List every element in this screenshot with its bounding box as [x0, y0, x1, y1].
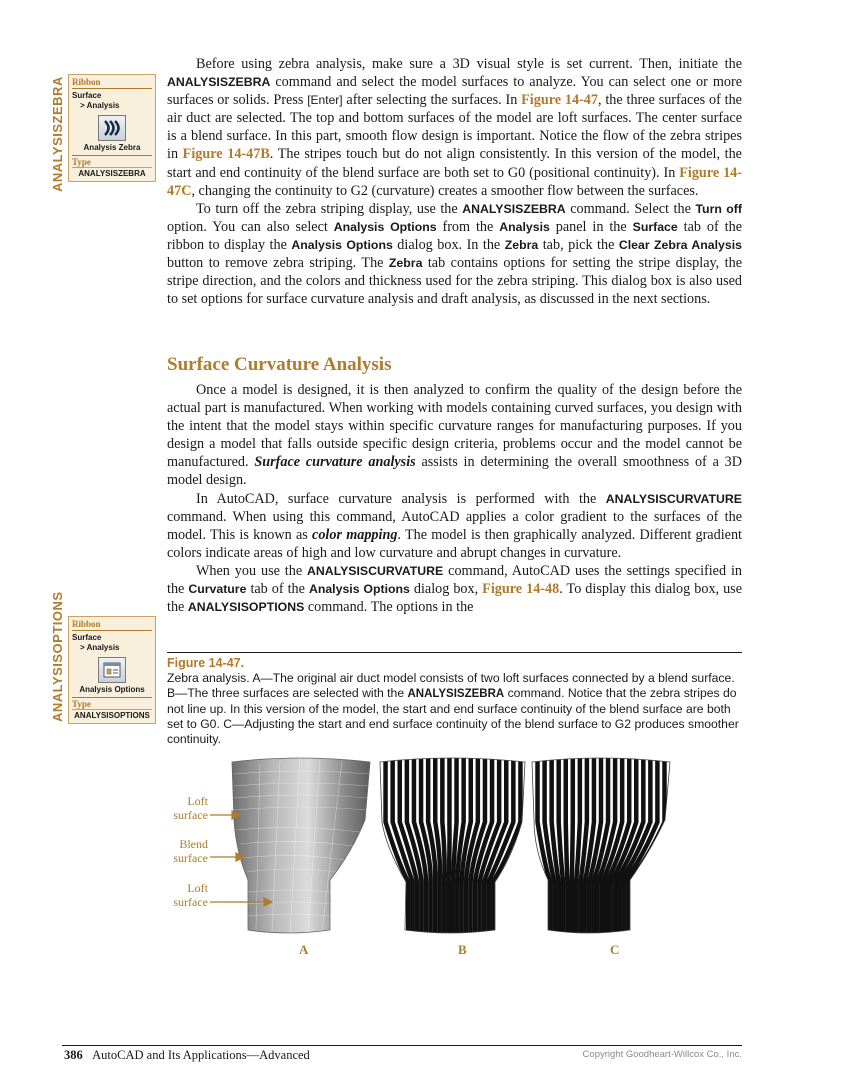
air-duct-figure	[160, 752, 700, 967]
zebra-stripe	[448, 752, 449, 942]
figure-caption-text: Zebra analysis. A—The original air duct model consists of two loft surfaces connected by a blend surface. B—The three surfaces are selected with the ANALYSISZEBRA command. Notice that the zebra stripes do not line up. In this version of the model, the start and end surface continuity of the blend surface are both set to G0. C—Adjusting the start and end surface continuity of the blend surface to G2 produces smoother continuity.	[167, 671, 739, 746]
figure-top-rule	[167, 652, 742, 653]
zebra-stripe	[566, 752, 568, 942]
ribbon-tab: Surface	[72, 91, 102, 100]
paragraph: To turn off the zebra striping display, use the ANALYSISZEBRA command. Select the Turn off option. You can also select Analysis Options from the Analysis panel in the Surface tab of the ribbon to display the Analysis Options dialog box. In the Zebra tab, pick the Clear Zebra Analysis button to remove zebra striping. The Zebra tab contains options for setting the stripe display, the stripe direction, and the colors and thickness used for the zebra striping. This dialog box is also used to set options for surface curvature analysis and draft analysis, as discussed in the next sections.	[167, 200, 742, 308]
copyright: Copyright Goodheart-Willcox Co., Inc.	[582, 1049, 742, 1060]
footer	[64, 1048, 310, 1063]
duct-a-shaded	[232, 758, 370, 933]
ribbon-header: Ribbon	[72, 77, 152, 89]
figure-caption	[167, 656, 742, 747]
duct-b-zebra	[375, 752, 535, 942]
figure-label-c: C	[610, 942, 620, 957]
paragraph: Once a model is designed, it is then analyzed to confirm the quality of the design before the actual part is manufactured. When working with models containing curved surfaces, you design with the intent that the model stays within specific curvature ranges for manufacturing purposes. If you design a model that falls outside specific design criteria, problems occur and the model cannot be manufactured. Surface curvature analysis assists in determining the overall smoothness of a 3D model design.	[167, 382, 742, 489]
duct-c-zebra	[525, 752, 685, 942]
margin-label-analysisoptions: ANALYSISOPTIONS	[50, 591, 65, 722]
footer-rule	[62, 1045, 742, 1046]
figure-title: Figure 14-47.	[167, 656, 245, 670]
ribbon-caption: Analysis Options	[79, 685, 145, 694]
ribbon-command: ANALYSISOPTIONS	[72, 709, 152, 720]
ribbon-command: ANALYSISZEBRA	[72, 167, 152, 178]
ribbon-header: Ribbon	[72, 619, 152, 631]
zebra-stripe	[572, 752, 573, 942]
section-heading: Surface Curvature Analysis	[167, 354, 392, 375]
ribbon-box-analysiszebra	[68, 74, 156, 182]
ribbon-box-analysisoptions	[68, 616, 156, 724]
callout-loft-surface-top: Loft surface	[173, 794, 208, 822]
zebra-stripe	[442, 752, 444, 942]
ribbon-type-header: Type	[72, 697, 152, 709]
ribbon-panel: > Analysis	[80, 101, 120, 110]
book-title: AutoCAD and Its Applications—Advanced	[92, 1048, 310, 1062]
ribbon-tab: Surface	[72, 633, 102, 642]
figure-label-a: A	[299, 942, 309, 957]
figure-label-b: B	[458, 942, 467, 957]
paragraph: In AutoCAD, surface curvature analysis is performed with the ANALYSISCURVATURE command. When using this command, AutoCAD applies a color gradient to the surfaces of the model. This is known as color mapping. The model is then graphically analyzed. Different gradient colors indicate areas of high and low curvature and abrupt changes in curvature.	[167, 490, 742, 561]
margin-label-analysiszebra: ANALYSISZEBRA	[50, 76, 65, 192]
body-text-curvature	[167, 381, 742, 616]
page-number: 386	[64, 1048, 83, 1062]
analysis-options-icon	[98, 657, 126, 683]
paragraph: When you use the ANALYSISCURVATURE command, AutoCAD uses the settings specified in the Curvature tab of the Analysis Options dialog box, Figure 14-48. To display this dialog box, use the ANALYSISOPTIONS command. The options in the	[167, 562, 743, 616]
body-text-zebra	[167, 55, 742, 308]
paragraph: Before using zebra analysis, make sure a 3D visual style is set current. Then, initiate the ANALYSISZEBRA command and select the model surfaces to analyze. You can select one or more surfaces or solids. Press [Enter] after selecting the surfaces. In Figure 14-47, the three surfaces of the air duct are selected. The top and bottom surfaces of the model are loft surfaces. The center surface is a blend surface. In this part, smooth flow design is important. Notice the flow of the zebra stripes in Figure 14-47B. The stripes touch but do not align consistently. In this version of the model, the start and end continuity of the blend surface are both set to G0 (positional continuity). In Figure 14-47C, changing the continuity to G2 (curvature) creates a smoother flow between the surfaces.	[167, 56, 742, 199]
callout-loft-surface-bottom: Loft surface	[173, 881, 208, 909]
callout-blend-surface: Blend surface	[173, 837, 208, 865]
ribbon-panel: > Analysis	[80, 643, 120, 652]
zebra-analysis-icon	[98, 115, 126, 141]
ribbon-caption: Analysis Zebra	[83, 143, 141, 152]
ribbon-type-header: Type	[72, 155, 152, 167]
